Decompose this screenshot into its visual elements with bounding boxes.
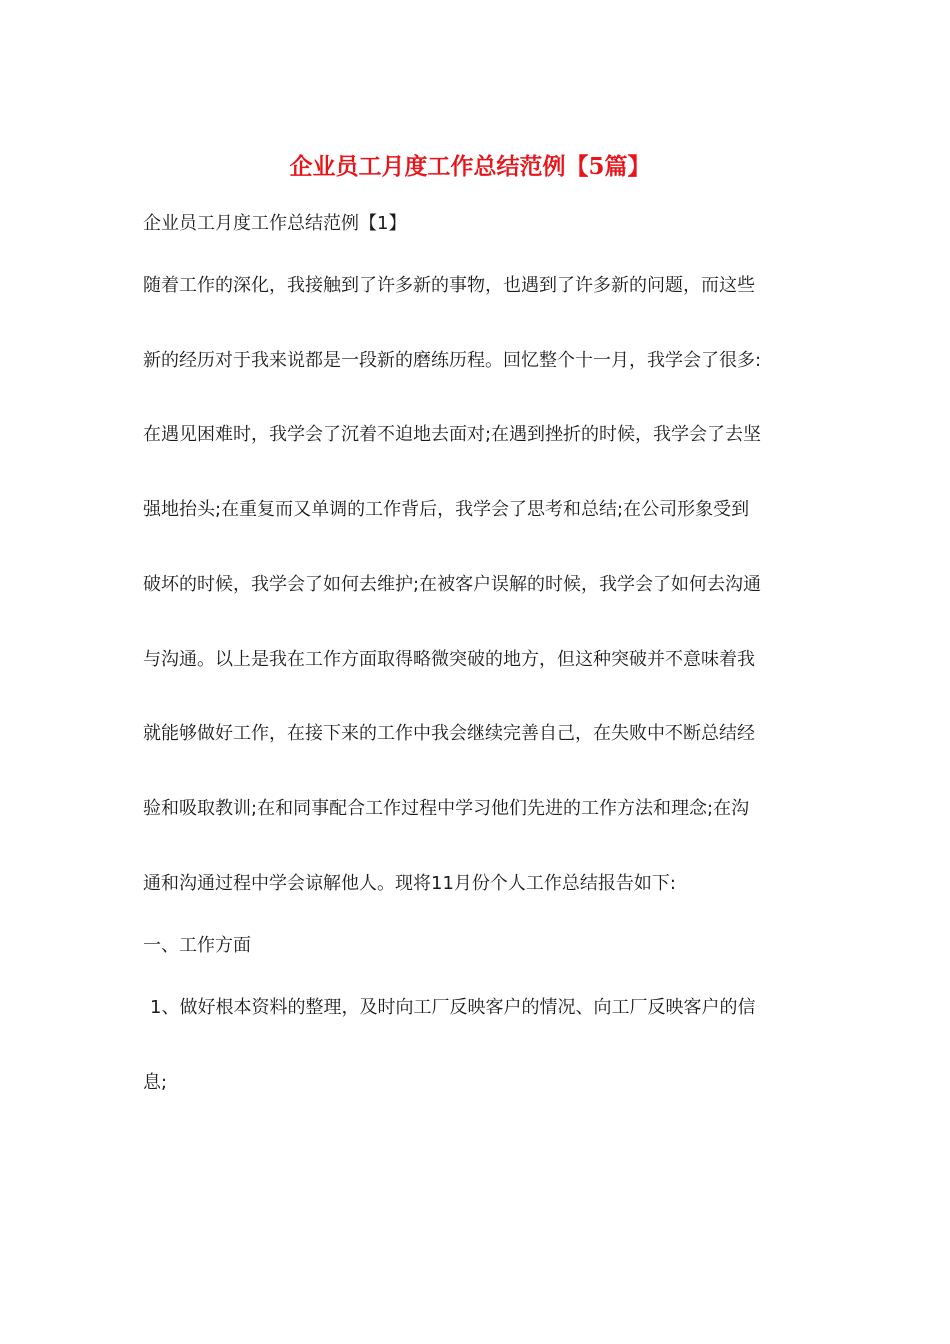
section-heading: 一、工作方面 bbox=[143, 935, 251, 956]
paragraph-line: 就能够做好工作，在接下来的工作中我会继续完善自己，在失败中不断总结经 bbox=[143, 723, 755, 744]
list-item-line: 1、做好根本资料的整理，及时向工厂反映客户的情况、向工厂反映客户的信 bbox=[150, 997, 756, 1018]
paragraph-line: 强地抬头;在重复而又单调的工作背后，我学会了思考和总结;在公司形象受到 bbox=[143, 499, 750, 520]
section-subtitle: 企业员工月度工作总结范例【1】 bbox=[143, 213, 407, 234]
paragraph-line: 与沟通。以上是我在工作方面取得略微突破的地方，但这种突破并不意味着我 bbox=[143, 649, 755, 670]
paragraph-line: 新的经历对于我来说都是一段新的磨练历程。回忆整个十一月，我学会了很多: bbox=[143, 350, 762, 371]
paragraph-line: 在遇见困难时，我学会了沉着不迫地去面对;在遇到挫折的时候，我学会了去坚 bbox=[143, 424, 762, 445]
paragraph-line: 验和吸取教训;在和同事配合工作过程中学习他们先进的工作方法和理念;在沟 bbox=[143, 798, 750, 819]
paragraph-line: 破坏的时候，我学会了如何去维护;在被客户误解的时候，我学会了如何去沟通 bbox=[143, 574, 762, 595]
paragraph-line: 随着工作的深化，我接触到了许多新的事物，也遇到了许多新的问题，而这些 bbox=[143, 275, 755, 296]
paragraph-line: 通和沟通过程中学会谅解他人。现将11月份个人工作总结报告如下: bbox=[143, 873, 676, 894]
document-title: 企业员工月度工作总结范例【5篇】 bbox=[289, 153, 651, 180]
list-item-line: 息; bbox=[143, 1072, 168, 1093]
